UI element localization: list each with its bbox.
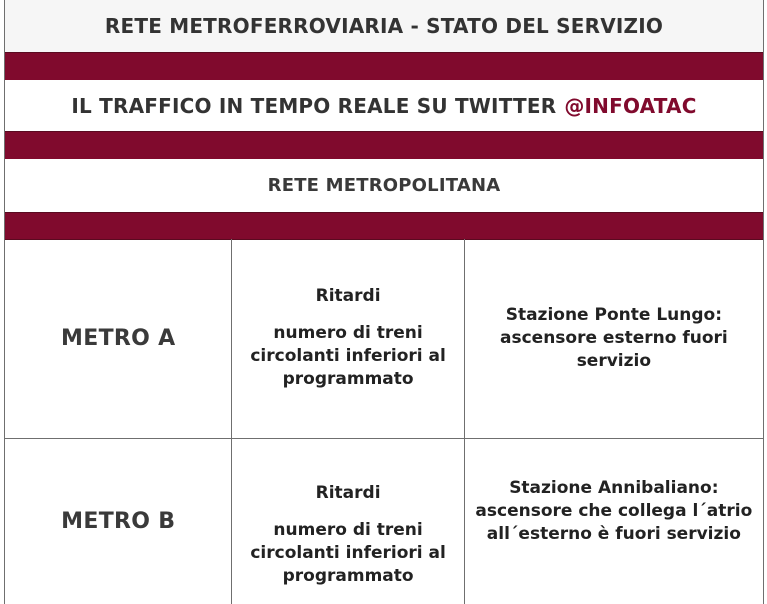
- section-title-text: RETE METROPOLITANA: [267, 175, 501, 196]
- divider-bar: [5, 52, 763, 81]
- table-row: [5, 439, 763, 604]
- twitter-text: IL TRAFFICO IN TEMPO REALE SU TWITTER: [71, 93, 557, 118]
- status-cell: [232, 439, 464, 604]
- line-name-cell: [5, 439, 232, 604]
- service-status-panel: [4, 0, 764, 604]
- notice-cell: [464, 439, 763, 604]
- section-title: [5, 159, 763, 212]
- divider-bar: [5, 131, 763, 160]
- status-detail: numero di treni circolanti inferiori al programmato: [250, 520, 446, 586]
- divider-bar: [5, 212, 763, 240]
- line-name: METRO A: [61, 326, 176, 351]
- notice-cell: [464, 239, 763, 439]
- status-title: Ritardi: [315, 286, 381, 306]
- line-name: METRO B: [61, 509, 176, 534]
- page-title: [5, 0, 763, 52]
- status-detail: numero di treni circolanti inferiori al programmato: [250, 323, 446, 389]
- station-notice: Stazione Annibaliano: ascensore che collega l´atrio all´esterno è fuori servizio: [475, 478, 753, 544]
- twitter-banner: [5, 80, 763, 131]
- status-cell: [232, 239, 464, 439]
- metro-status-table: [5, 239, 763, 604]
- twitter-handle-link[interactable]: @INFOATAC: [564, 93, 697, 118]
- status-title: Ritardi: [315, 483, 381, 503]
- station-notice: Stazione Ponte Lungo: ascensore esterno fuori servizio: [500, 305, 728, 371]
- table-row: [5, 239, 763, 439]
- line-name-cell: [5, 239, 232, 439]
- page-title-text: RETE METROFERROVIARIA - STATO DEL SERVIZIO: [104, 14, 664, 38]
